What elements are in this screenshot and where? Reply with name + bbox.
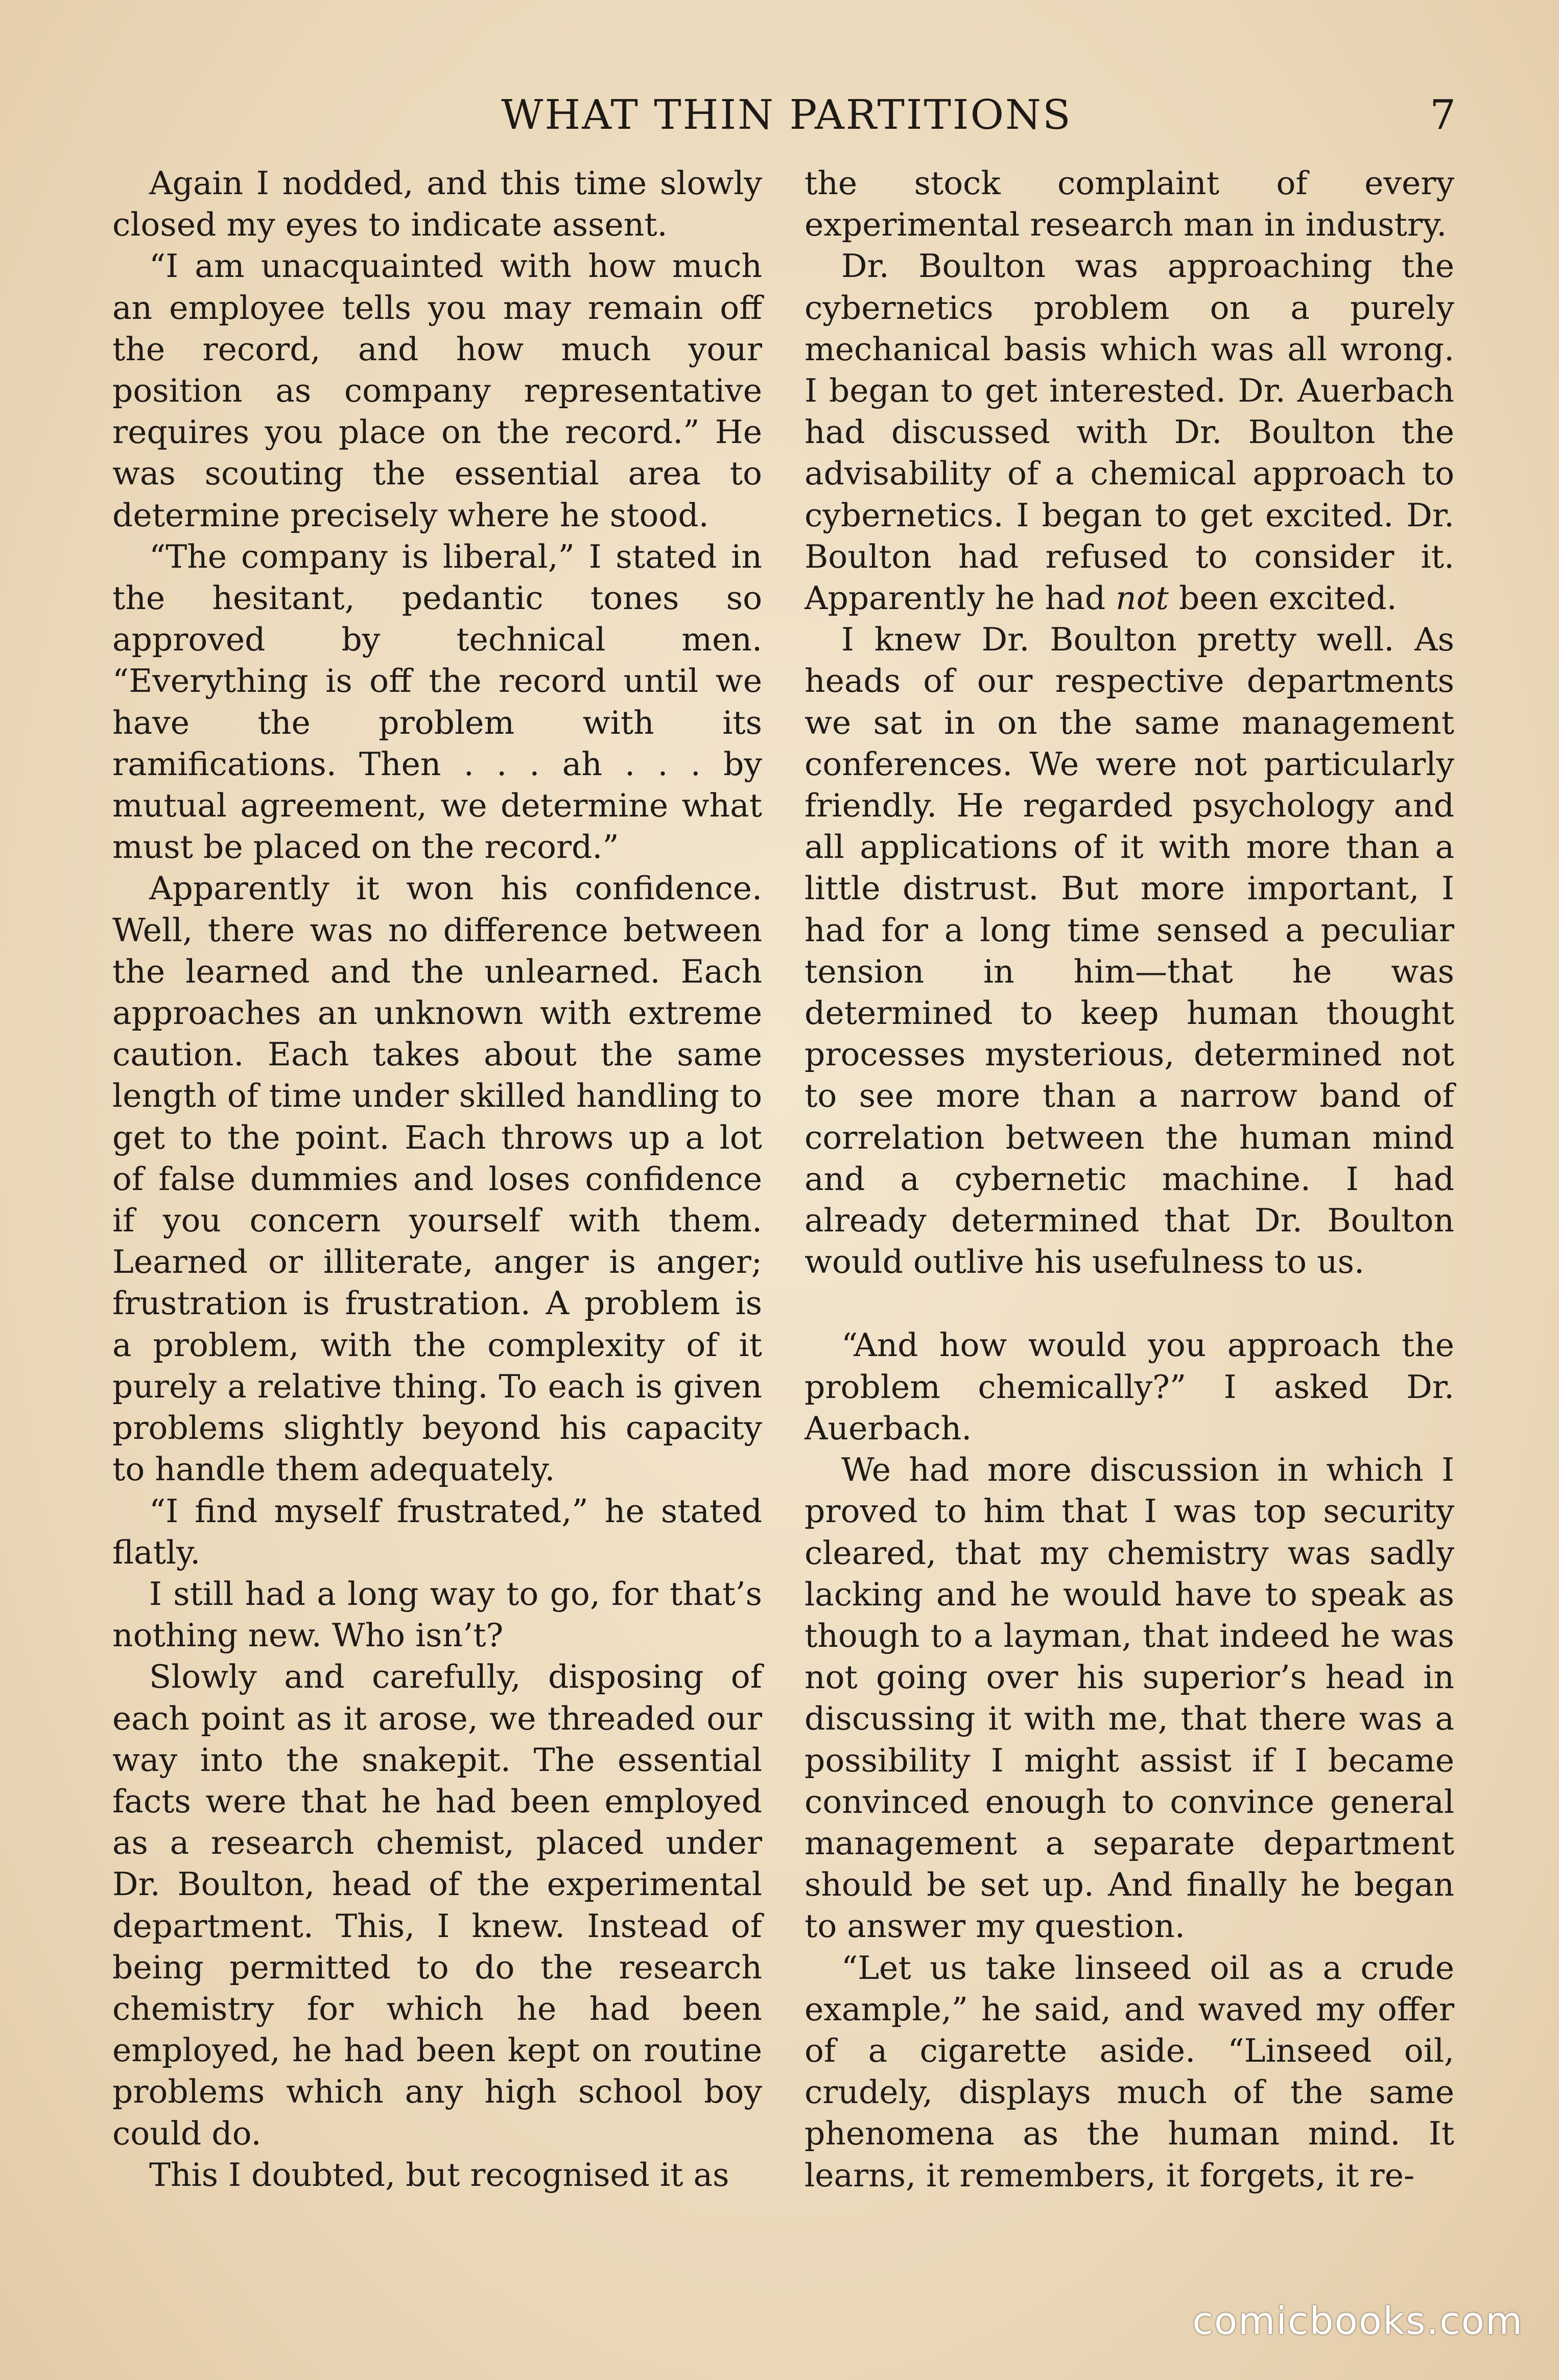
paragraph: “And how would you approach the problem chemically?” I asked Dr. Auerbach. — [805, 1326, 1454, 1447]
watermark: comicbooks.com — [1192, 2299, 1523, 2343]
paragraph: I knew Dr. Boulton pretty well. As heads of our respective departments we sat in on the same management conferences. We were not particularly friendly. He regarded psychology and all applications of it with more than a little distrust. But more important, I had for a long time sensed a peculiar tension in him—that he was determined to keep human thought processes mysterious, determined not to see more than a narrow band of correlation between the human mind and a cybernetic machine. I had already determined that Dr. Boulton would outlive his usefulness to us. — [805, 621, 1454, 1281]
text-run: been excited. — [1179, 579, 1397, 617]
right-column — [805, 162, 1454, 2196]
paragraph: Apparently it won his confidence. Well, there was no difference between the learned and the unlearned. Each approaches an unknown with extreme caution. Each takes about the same length of time under skilled handling to get to the point. Each throws up a lot of false dummies and loses confidence if you concern yourself with them. Learned or illiterate, anger is anger; frustration is frustration. A problem is a problem, with the complexity of it purely a relative thing. To each is given problems slightly beyond his capacity to handle them adequately. — [112, 870, 762, 1488]
running-header — [107, 87, 1466, 143]
paragraph — [805, 245, 1454, 619]
paragraph: “I am unacquainted with how much an employee tells you may remain off the record, and how much your position as company representative requires you place on the record.” He was scouting the essential area to determine precisely where he stood. — [112, 247, 762, 534]
running-title: WHAT THIN PARTITIONS — [501, 91, 1072, 138]
paragraph: We had more discussion in which I proved to him that I was top security cleared, that my chemistry was sadly lacking and he would have to speak as though to a layman, that indeed he was not going over his superior’s head in discussing it with me, that there was a possibility I might assist if I became convinced enough to convince general management a separate department should be set up. And finally he began to answer my question. — [805, 1451, 1454, 1945]
paragraph: “Let us take linseed oil as a crude example,” he said, and waved my offer of a cigarette aside. “Linseed oil, crudely, displays much of the same phenomena as the human mind. It learns, it remembers, it forgets, it re- — [805, 1949, 1454, 2194]
paragraph: I still had a long way to go, for that’s nothing new. Who isn’t? — [112, 1575, 762, 1654]
page-number: 7 — [1430, 91, 1456, 138]
left-column — [112, 162, 762, 2196]
emphasis-word: not — [1116, 579, 1169, 617]
text-run: Dr. Boulton was approaching the cybernetics problem on a purely mechanical basis which was all wrong. I began to get interested. Dr. Auerbach had discussed with Dr. Boulton the advisability of a chemical approach to cybernetics. I began to get excited. Dr. Boulton had refused to consider it. Apparently he had — [805, 247, 1454, 617]
paragraph: Slowly and carefully, disposing of each point as it arose, we threaded our way into the snakepit. The essential facts were that he had been employed as a research chemist, placed under Dr. Boulton, head of the experimental department. This, I knew. Instead of being permitted to do the research chemistry for which he had been employed, he had been kept on routine problems which any high school boy could do. — [112, 1658, 762, 2152]
paragraph: “The company is liberal,” I stated in the hesitant, pedantic tones so approved by technical men. “Everything is off the record until we have the problem with its ramifications. Then . . . ah . . . by mutual agreement, we determine what must be placed on the record.” — [112, 538, 762, 866]
paragraph: “I find myself frustrated,” he stated flatly. — [112, 1492, 762, 1571]
paragraph-continuation: the stock complaint of every experimental research man in industry. — [805, 165, 1454, 244]
paragraph: Again I nodded, and this time slowly closed my eyes to indicate assent. — [112, 165, 762, 244]
paragraph: This I doubted, but recognised it as — [149, 2156, 729, 2194]
